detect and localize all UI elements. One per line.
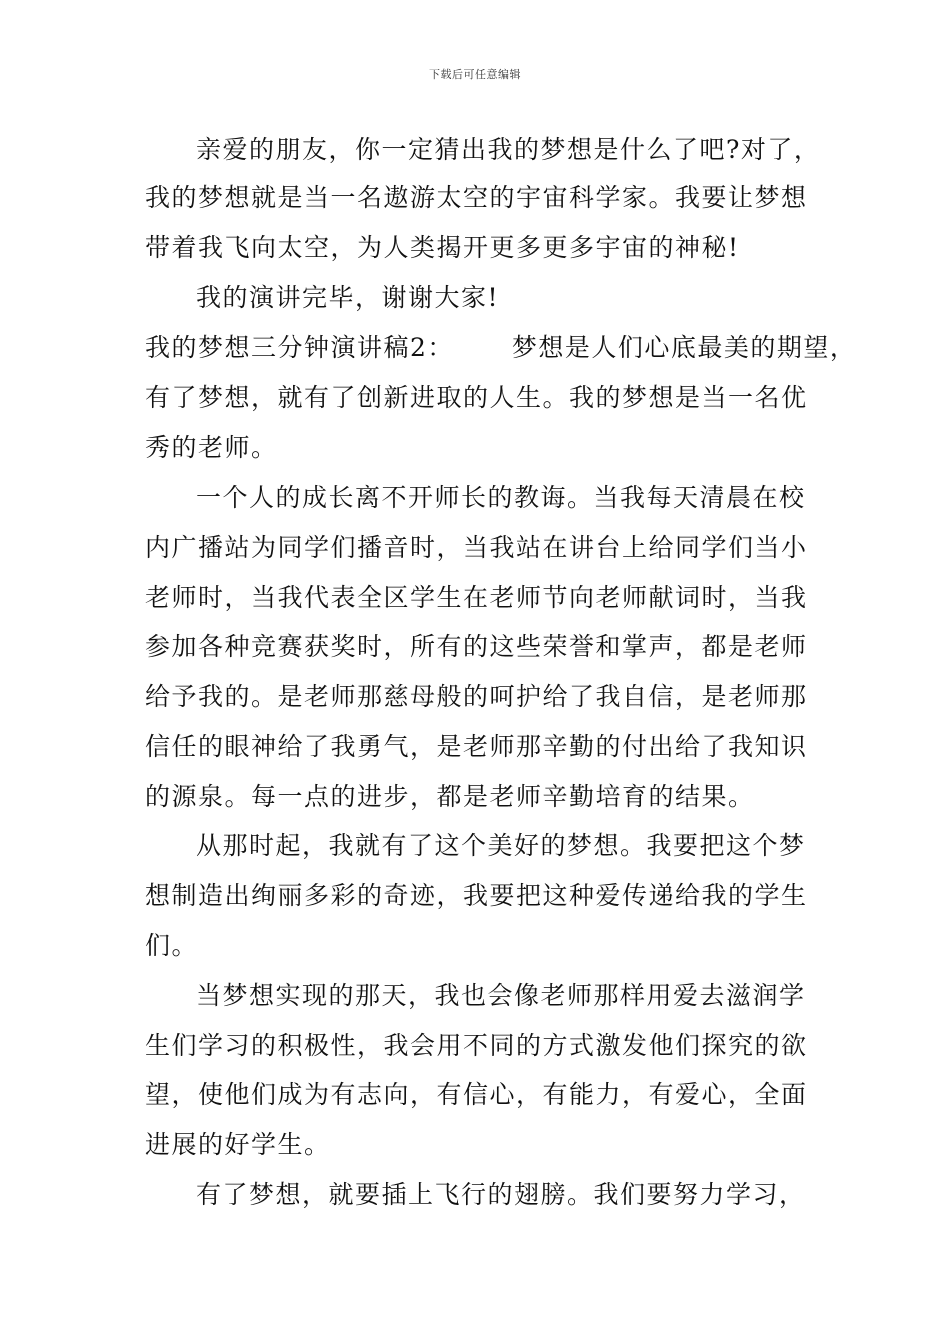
paragraph-line: 信任的眼神给了我勇气，是老师那辛勤的付出给了我知识 — [145, 732, 808, 761]
section-heading-line — [145, 332, 856, 364]
paragraph-line: 给予我的。是老师那慈母般的呵护给了我自信，是老师那 — [145, 682, 808, 711]
paragraph-line: 当梦想实现的那天，我也会像老师那样用爱去滋润学 — [196, 981, 806, 1010]
paragraph-line: 生们学习的积极性，我会用不同的方式激发他们探究的欲 — [145, 1031, 808, 1060]
paragraph-line: 我的梦想就是当一名遨游太空的宇宙科学家。我要让梦想 — [145, 183, 808, 212]
paragraph-line: 有了梦想，就要插上飞行的翅膀。我们要努力学习， — [196, 1180, 806, 1209]
header-note: 下载后可任意编辑 — [429, 68, 521, 81]
paragraph-line: 们。 — [145, 931, 199, 960]
paragraph-line: 望，使他们成为有志向，有信心，有能力，有爱心，全面 — [145, 1080, 808, 1109]
paragraph-line: 从那时起，我就有了这个美好的梦想。我要把这个梦 — [196, 831, 806, 860]
paragraph-line: 参加各种竞赛获奖时，所有的这些荣誉和掌声，都是老师 — [145, 632, 808, 661]
paragraph-line: 老师时，当我代表全区学生在老师节向老师献词时，当我 — [145, 583, 808, 612]
paragraph-line: 内广播站为同学们播音时，当我站在讲台上给同学们当小 — [145, 533, 808, 562]
paragraph-line: 一个人的成长离不开师长的教诲。当我每天清晨在校 — [196, 483, 806, 512]
paragraph-line: 想制造出绚丽多彩的奇迹，我要把这种爱传递给我的学生 — [145, 881, 808, 910]
paragraph-line: 的源泉。每一点的进步，都是老师辛勤培育的结果。 — [145, 782, 755, 811]
paragraph-line: 秀的老师。 — [145, 433, 278, 462]
paragraph-line: 亲爱的朋友，你一定猜出我的梦想是什么了吧?对了， — [196, 135, 821, 164]
paragraph-line: 进展的好学生。 — [145, 1130, 331, 1159]
paragraph-line: 我的演讲完毕，谢谢大家! — [196, 283, 500, 312]
paragraph-line: 带着我飞向太空，为人类揭开更多更多宇宙的神秘! — [145, 233, 740, 262]
paragraph-line: 有了梦想，就有了创新进取的人生。我的梦想是当一名优 — [145, 383, 808, 412]
section-title: 我的梦想三分钟演讲稿2： — [145, 333, 454, 362]
section-first-sentence: 梦想是人们心底最美的期望， — [511, 333, 857, 362]
